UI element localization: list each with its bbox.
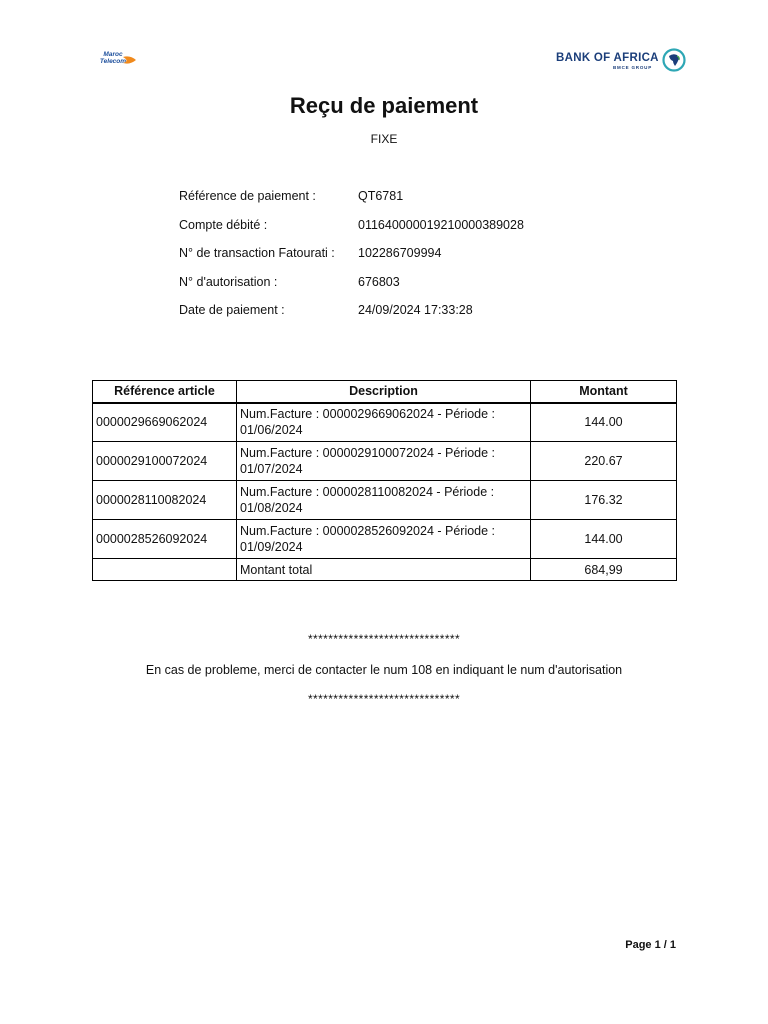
total-empty-cell [93,559,237,581]
table-row [93,520,677,559]
support-notice: En cas de probleme, merci de contacter le num 108 en indiquant le num d'autorisation [145,663,623,677]
description-period: 01/07/2024 [240,462,303,476]
maroc-telecom-swoosh-icon [122,53,138,67]
description-period: 01/08/2024 [240,501,303,515]
payment-reference-label: Référence de paiement : [179,189,316,203]
separator-stars-top: ****************************** [307,632,461,646]
article-amount: 144.00 [531,403,677,442]
page-title: Reçu de paiement [289,93,479,118]
africa-emblem-icon [662,48,686,72]
bank-of-africa-group: BMCE GROUP [613,65,653,70]
total-label: Montant total [237,559,531,581]
authorization-number-label: N° d'autorisation : [179,274,278,289]
table-header-row [93,381,677,403]
debited-account-label: Compte débité : [179,217,268,232]
description-line: Num.Facture : 0000029669062024 - Période : [240,407,496,422]
article-description [237,403,531,442]
maroc-telecom-logo [96,50,142,72]
bank-of-africa-logo [556,48,688,72]
transaction-number-value: 102286709994 [358,246,442,260]
table-row [93,403,677,442]
column-header-reference: Référence article [93,381,237,403]
article-reference: 0000029669062024 [93,403,237,442]
invoice-items-table [92,380,677,581]
payment-reference-value: QT6781 [358,189,404,203]
total-row [93,559,677,581]
transaction-number-label: N° de transaction Fatourati : [179,246,335,260]
bank-of-africa-name: BANK OF AFRICA [556,52,659,64]
article-reference: 0000028526092024 [93,520,237,559]
page-number: Page 1 / 1 [625,939,676,951]
article-reference: 0000028110082024 [93,481,237,520]
page-subtitle: FIXE [370,132,398,146]
separator-stars-bottom: ****************************** [307,692,461,706]
maroc-telecom-logo-text: Maroc Telecom [99,51,127,65]
table-row [93,481,677,520]
article-description [237,520,531,559]
article-reference: 0000029100072024 [93,442,237,481]
column-header-amount: Montant [531,381,677,403]
total-amount: 684,99 [531,559,677,581]
table-row [93,442,677,481]
column-header-description: Description [237,381,531,403]
article-description [237,481,531,520]
payment-date-value: 24/09/2024 17:33:28 [358,303,473,317]
article-amount: 220.67 [531,442,677,481]
description-period: 01/06/2024 [240,423,303,438]
payment-date-label: Date de paiement : [179,303,285,317]
description-period: 01/09/2024 [240,540,303,554]
debited-account-value: 011640000019210000389028 [358,217,524,232]
description-line: Num.Facture : 0000029100072024 - Période : [240,446,496,460]
article-description [237,442,531,481]
authorization-number-value: 676803 [358,274,400,289]
description-line: Num.Facture : 0000028526092024 - Période : [240,524,496,538]
article-amount: 176.32 [531,481,677,520]
article-amount: 144.00 [531,520,677,559]
description-line: Num.Facture : 0000028110082024 - Période : [240,485,495,499]
